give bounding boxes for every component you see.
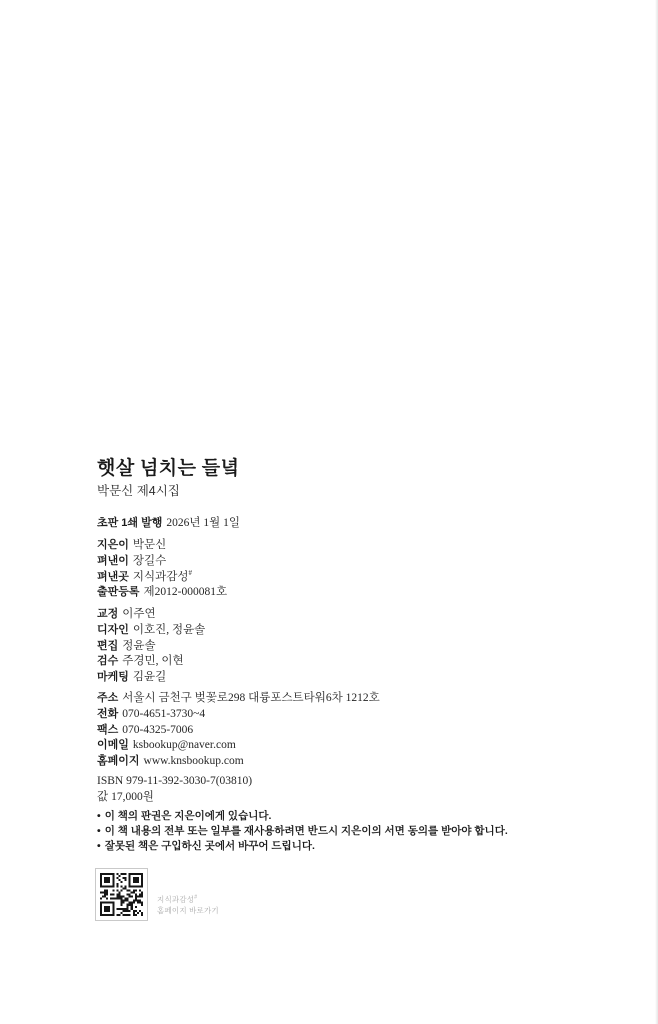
book-title: 햇살 넘치는 들녘 <box>97 458 240 479</box>
isbn-block <box>97 774 252 805</box>
fax-value: 070-4325-7006 <box>122 723 194 736</box>
proofreading-row <box>97 607 205 623</box>
qr-caption-line2: 홈페이지 바로가기 <box>157 906 219 915</box>
editing-label: 편집 <box>97 639 119 652</box>
email-row <box>97 738 380 754</box>
publisher-name-text: 지식과감성 <box>132 570 189 583</box>
qr-code-image <box>100 873 143 916</box>
bullet-icon: • <box>97 810 101 822</box>
notice-reuse <box>97 824 508 839</box>
marketing-row <box>97 670 205 686</box>
edition-date: 2026년 1월 1일 <box>166 517 240 529</box>
qr-caption-line1 <box>157 894 219 905</box>
phone-value: 070-4651-3730~4 <box>122 707 206 720</box>
edition-label: 초판 1쇄 발행 <box>97 517 163 529</box>
phone-label: 전화 <box>97 707 119 720</box>
qr-code <box>95 868 148 921</box>
inspection-label: 검수 <box>97 655 119 668</box>
phone-row <box>97 707 380 723</box>
homepage-value: www.knsbookup.com <box>143 755 244 768</box>
registration-label: 출판등록 <box>97 586 140 599</box>
notice-exchange-text: 잘못된 책은 구입하신 곳에서 바꾸어 드립니다. <box>104 839 315 852</box>
proofreading-label: 교정 <box>97 608 119 620</box>
contact-block <box>97 691 380 770</box>
price-label: 값 <box>97 790 109 803</box>
notice-reuse-text: 이 책 내용의 전부 또는 일부를 재사용하려면 반드시 지은이의 서면 동의를 받아야 합니다. <box>104 824 508 837</box>
qr-section <box>95 868 219 921</box>
design-names: 이호진, 정윤솔 <box>132 623 206 636</box>
inspection-row <box>97 654 205 670</box>
homepage-label: 홈페이지 <box>97 755 140 768</box>
notice-block <box>97 809 508 853</box>
email-value: ksbookup@naver.com <box>132 739 236 752</box>
registration-number: 제2012-000081호 <box>143 586 228 599</box>
notice-exchange <box>97 839 508 854</box>
author-row <box>97 538 227 554</box>
edition-row <box>97 516 240 532</box>
qr-caption-publisher: 지식과감성 <box>157 895 195 904</box>
address-label: 주소 <box>97 692 119 704</box>
editing-row <box>97 639 205 655</box>
notice-copyright <box>97 809 508 824</box>
author-name: 박문신 <box>132 539 167 551</box>
publisher-row <box>97 570 227 586</box>
fax-label: 팩스 <box>97 723 119 736</box>
marketing-label: 마케팅 <box>97 671 129 684</box>
isbn-value: ISBN 979-11-392-3030-7(03810) <box>97 775 253 787</box>
editing-name: 정윤솔 <box>122 639 156 652</box>
homepage-row <box>97 754 380 770</box>
author-label: 지은이 <box>97 539 129 551</box>
registration-row <box>97 585 227 601</box>
publisher-label: 펴낸곳 <box>97 570 129 583</box>
publisher-person-name: 장길수 <box>132 554 167 567</box>
email-label: 이메일 <box>97 739 129 752</box>
qr-caption <box>157 894 219 916</box>
price-value: 17,000원 <box>111 790 154 803</box>
proofreading-name: 이주연 <box>122 608 156 620</box>
edition-block <box>97 516 240 532</box>
publication-info-block <box>97 538 227 601</box>
book-subtitle: 박문신 제4시집 <box>97 484 180 498</box>
notice-copyright-text: 이 책의 판권은 지은이에게 있습니다. <box>104 810 272 822</box>
bullet-icon: • <box>97 839 101 852</box>
isbn-row <box>97 774 252 790</box>
publisher-name-superscript: # <box>188 568 192 577</box>
title-block <box>97 456 239 500</box>
price-row <box>97 790 252 806</box>
marketing-name: 김윤길 <box>132 671 167 684</box>
fax-row <box>97 723 380 739</box>
publisher-person-label: 펴낸이 <box>97 554 129 567</box>
address-value: 서울시 금천구 벚꽃로298 대륭포스트타워6차 1212호 <box>122 692 380 704</box>
publisher-name <box>132 568 192 583</box>
design-label: 디자인 <box>97 623 129 636</box>
qr-caption-superscript: # <box>194 894 198 901</box>
bullet-icon: • <box>97 824 101 837</box>
inspection-names: 주경민, 이현 <box>122 655 184 668</box>
design-row <box>97 623 205 639</box>
publisher-person-row <box>97 554 227 570</box>
staff-block <box>97 607 205 686</box>
address-row <box>97 691 380 707</box>
